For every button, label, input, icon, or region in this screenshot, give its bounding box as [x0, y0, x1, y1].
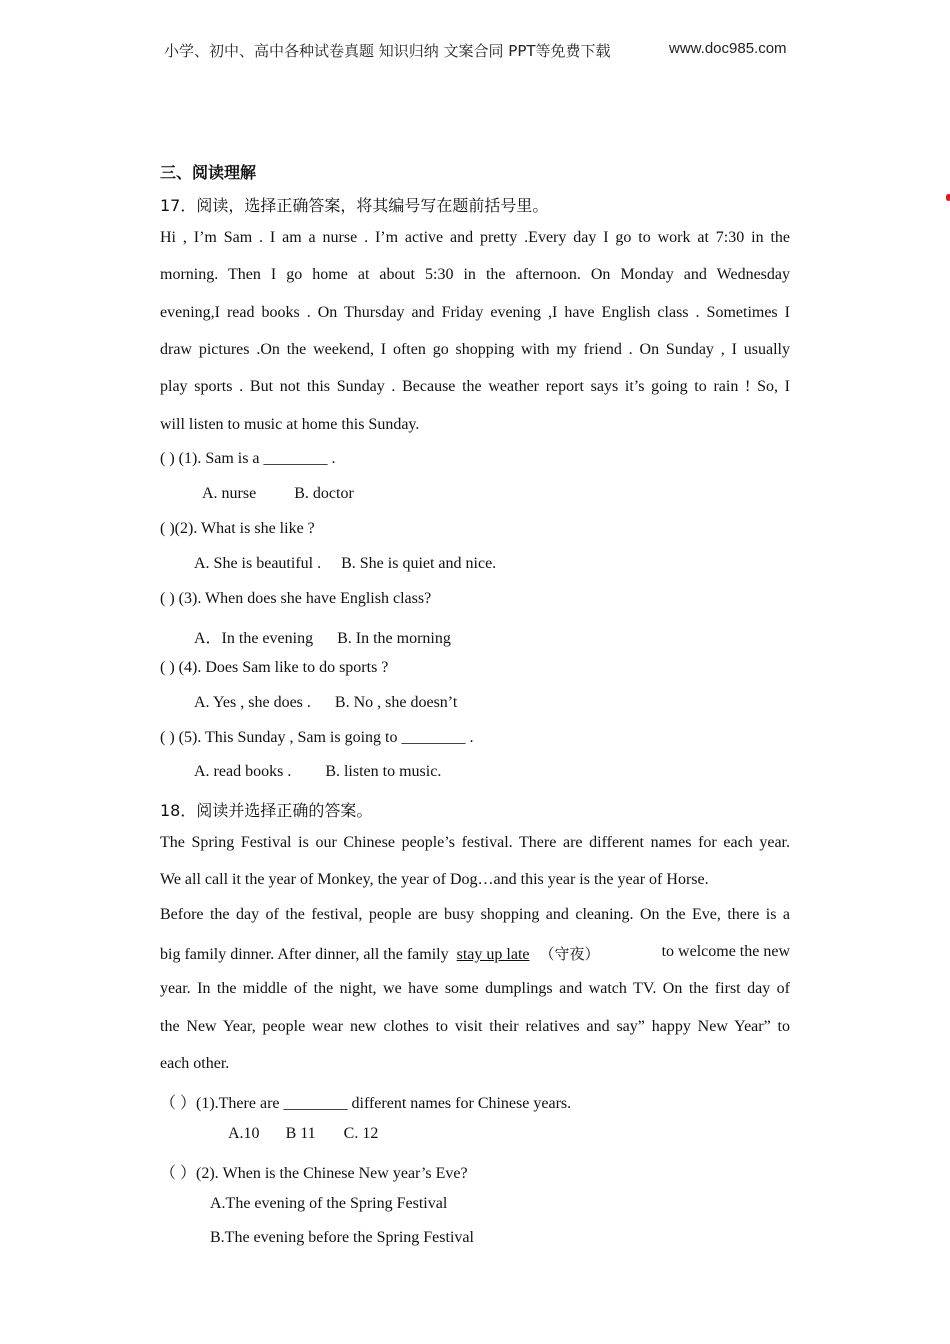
q18-passage-line: the New Year, people wear new clothes to visit their relatives and say” happy New Year” to [160, 1018, 790, 1035]
option-a: A.10 [228, 1125, 260, 1142]
option-b: B. listen to music. [325, 763, 442, 780]
q18-question-1: （ ）(1).There are ________ different names for Chinese years. [160, 1095, 572, 1112]
text-before: big family dinner. After dinner, all the family [160, 946, 449, 963]
option-b: B. No , she doesn’t [334, 694, 458, 711]
q17-instruction: 17．阅读，选择正确答案，将其编号写在题前括号里。 [160, 196, 549, 215]
underlined-phrase: stay up late [456, 946, 530, 963]
q17-passage-line: play sports . But not this Sunday . Because the weather report says it’s going to rain ! So, I [160, 378, 790, 395]
header-text: 小学、初中、高中各种试卷真题 知识归纳 文案合同 PPT等免费下载 [164, 42, 611, 60]
option-a: A. nurse [202, 485, 257, 502]
margin-marker [946, 194, 950, 201]
q17-q4-options [194, 694, 457, 712]
q17-passage-line: Hi , I’m Sam . I am a nurse . I’m active and pretty .Every day I go to work at 7:30 in the [160, 229, 790, 246]
q18-passage-line: We all call it the year of Monkey, the year of Dog…and this year is the year of Horse. [160, 871, 709, 888]
option-a: A. Yes , she does . [194, 694, 311, 711]
option-b: B. doctor [294, 485, 354, 502]
q18-instruction: 18．阅读并选择正确的答案。 [160, 801, 373, 820]
q17-q3-options [194, 625, 451, 648]
q17-passage-line: evening,I read books . On Thursday and Friday evening ,I have English class . Sometimes I [160, 304, 790, 321]
chinese-gloss: （守夜） [539, 945, 600, 963]
option-a: A. read books . [194, 763, 292, 780]
option-c: C. 12 [343, 1125, 379, 1142]
q18-question-2: （ ）(2). When is the Chinese New year’s Eve? [160, 1165, 468, 1182]
q17-q1-options [202, 485, 354, 503]
q17-passage-line: draw pictures .On the weekend, I often go shopping with my friend . On Sunday , I usually [160, 341, 790, 358]
q18-passage-line: year. In the middle of the night, we have some dumplings and watch TV. On the first day of [160, 980, 790, 997]
q18-q1-options [228, 1125, 378, 1143]
header-site-link[interactable]: www.doc985.com [669, 40, 787, 57]
q17-question-4: ( ) (4). Does Sam like to do sports ? [160, 659, 389, 676]
q18-passage-line: each other. [160, 1055, 230, 1072]
option-a: A. She is beautiful . [194, 555, 322, 572]
q18-q2-option-b: B.The evening before the Spring Festival [210, 1229, 474, 1246]
option-b: B 11 [285, 1125, 316, 1142]
option-b: B. In the morning [337, 630, 451, 647]
q17-passage-line: will listen to music at home this Sunday. [160, 416, 420, 433]
q18-passage-line: Before the day of the festival, people are busy shopping and cleaning. On the Eve, there is a [160, 906, 790, 923]
section-title: 三、阅读理解 [160, 163, 257, 182]
q18-passage-line-with-gloss [160, 943, 790, 964]
option-a: A．In the evening [194, 630, 314, 647]
q18-q2-option-a: A.The evening of the Spring Festival [210, 1195, 448, 1212]
q17-question-5: ( ) (5). This Sunday , Sam is going to ________ . [160, 729, 474, 746]
option-b: B. She is quiet and nice. [341, 555, 497, 572]
q17-question-1: ( ) (1). Sam is a ________ . [160, 450, 336, 467]
q17-question-3: ( ) (3). When does she have English class? [160, 590, 432, 607]
page-header [164, 40, 787, 61]
q18-passage-line: The Spring Festival is our Chinese people’s festival. There are different names for each year. [160, 834, 790, 851]
text-after: to welcome the new [661, 943, 790, 960]
q17-question-2: ( )(2). What is she like ? [160, 520, 315, 537]
q17-q5-options [194, 763, 441, 781]
q17-passage-line: morning. Then I go home at about 5:30 in the afternoon. On Monday and Wednesday [160, 266, 790, 283]
q17-q2-options [194, 555, 496, 573]
